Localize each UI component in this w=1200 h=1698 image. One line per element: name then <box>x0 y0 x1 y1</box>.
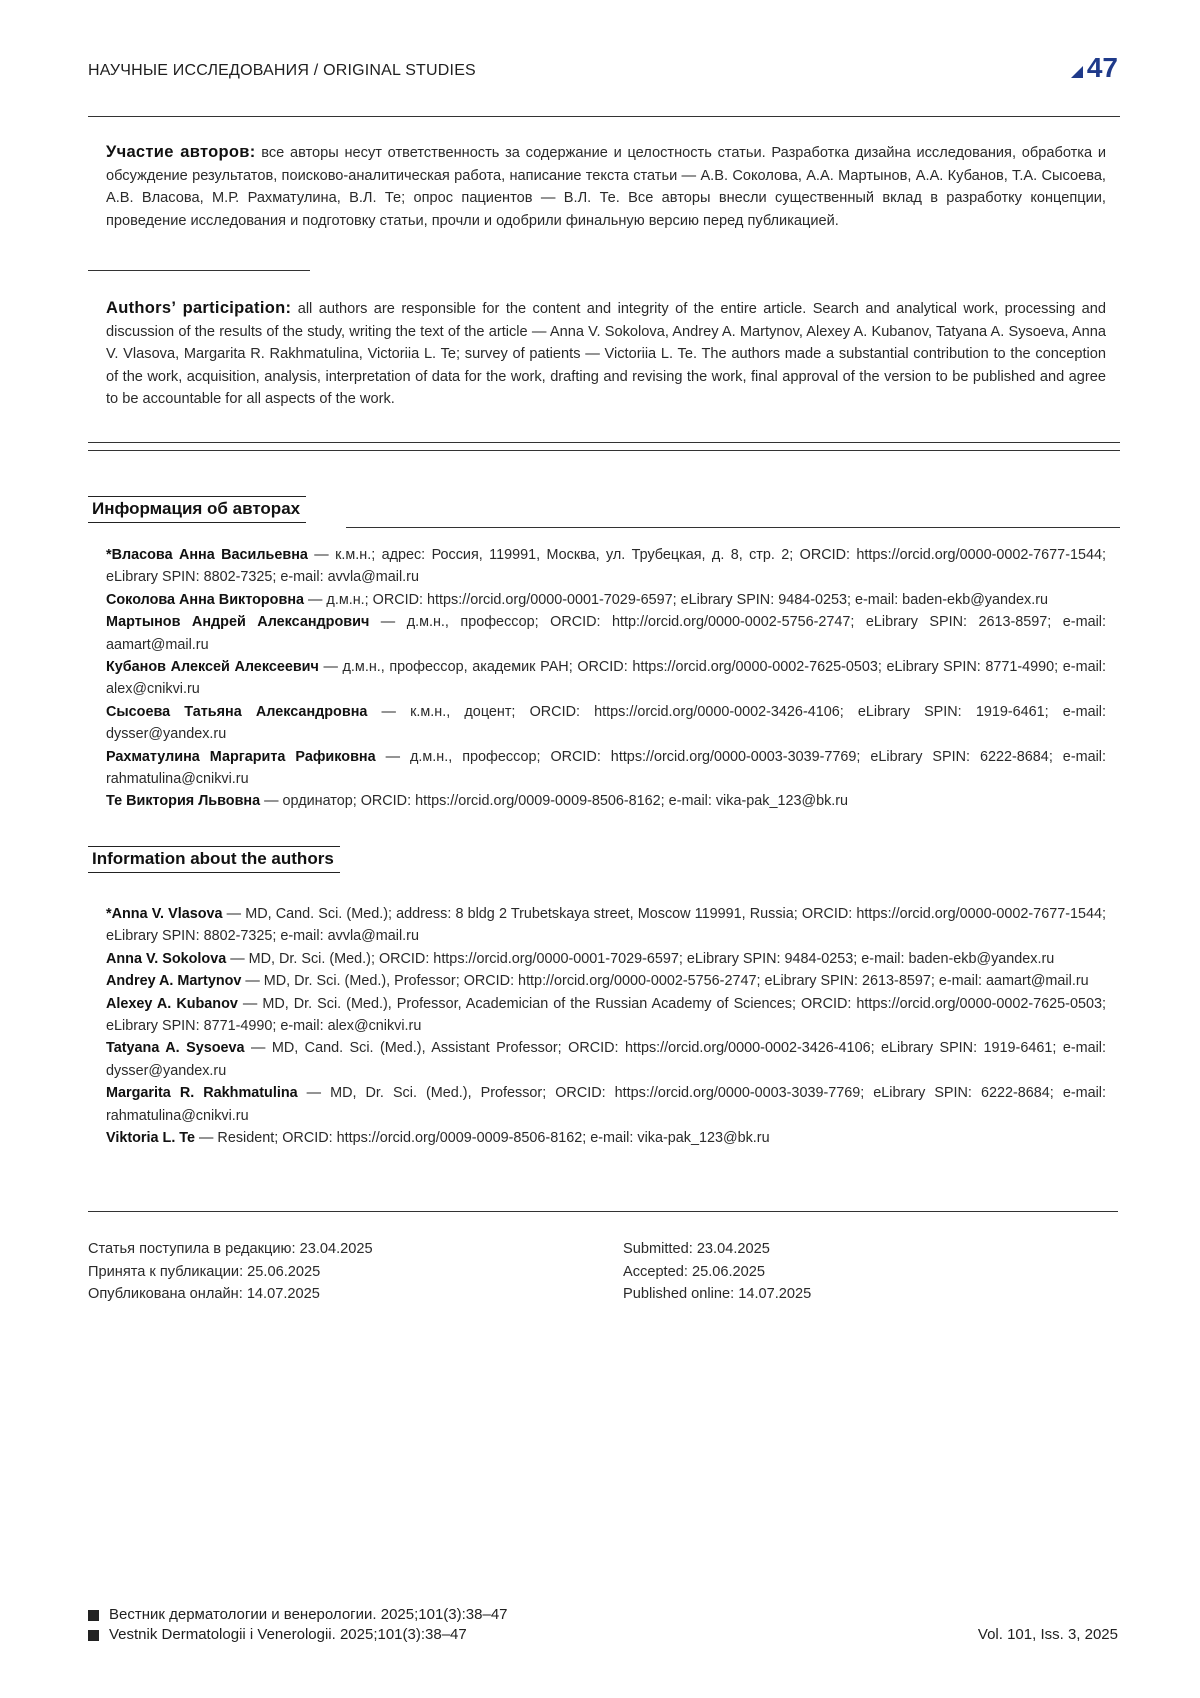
journal-ru: Вестник дерматологии и венерологии. 2025;101(3):38–47 <box>109 1606 508 1623</box>
author-name: Кубанов Алексей Алексеевич <box>106 659 319 676</box>
author-entry <box>106 970 1106 992</box>
double-rule-bottom <box>88 450 1120 451</box>
author-entry <box>106 903 1106 948</box>
authors-ru-list <box>106 544 1106 813</box>
author-entry <box>106 1082 1106 1127</box>
dates-en <box>623 1238 811 1306</box>
author-entry <box>106 746 1106 791</box>
author-entry <box>106 790 1106 812</box>
participation-ru-label: Участие авторов: <box>106 143 256 161</box>
author-details: — ординатор; ORCID: https://orcid.org/0009-0009-8506-8162; e-mail: vika-pak_123@bk.ru <box>260 793 849 810</box>
author-entry <box>106 1127 1106 1149</box>
square-bullet-icon <box>88 1610 99 1621</box>
page-number <box>1071 52 1118 84</box>
triangle-icon <box>1071 66 1083 78</box>
date-published-ru: Опубликована онлайн: 14.07.2025 <box>88 1286 320 1303</box>
footer-citation-en <box>88 1625 508 1645</box>
participation-en-text: all authors are responsible for the content and integrity of the entire article. Search and analytical work, processing and discussion of the results of the study, writing the text of the article — Anna V. Sokolova, Andrey A. Martynov, Alexey A. Kubanov, Tatyana A. Sysoeva, Anna V. Vlasova, Margarita R. Rakhmatulina, Victoriia L. Te; survey of patients — Victoriia L. Te. The authors made a substantial contribution to the conception of the work, acquisition, analysis, interpretation of data for the work, drafting and revising the work, final approval of the version to be published and agree to be accountable for all aspects of the work. <box>106 301 1107 407</box>
author-name: Сысоева Татьяна Александровна <box>106 703 368 720</box>
author-name: Мартынов Андрей Александрович <box>106 614 370 631</box>
author-details: — д.м.н., профессор; ORCID: https://orcid.org/0000-0003-3039-7769; eLibrary SPIN: 6222-8684; e-mail: rahmatulina@cnikvi.ru <box>106 748 1106 788</box>
dates-ru <box>88 1238 373 1306</box>
participation-en <box>106 297 1106 411</box>
journal-en: Vestnik Dermatologii i Venerologii. 2025;101(3):38–47 <box>109 1626 467 1643</box>
author-details: — к.м.н., доцент; ORCID: https://orcid.org/0000-0002-3426-4106; eLibrary SPIN: 1919-6461; e-mail: dysser@yandex.ru <box>106 703 1106 743</box>
authors-ru-heading-rule <box>346 527 1120 528</box>
authors-ru-heading: Информация об авторах <box>88 496 306 523</box>
date-accepted-ru: Принята к публикации: 25.06.2025 <box>88 1263 321 1280</box>
running-header: НАУЧНЫЕ ИССЛЕДОВАНИЯ / ORIGINAL STUDIES <box>88 62 476 79</box>
author-details: — к.м.н.; адрес: Россия, 119991, Москва, ул. Трубецкая, д. 8, стр. 2; ORCID: https://orcid.org/0000-0002-7677-1544; eLibrary SPIN: 8802-7325; e-mail: avvla@mail.ru <box>106 547 1106 586</box>
header-rule <box>88 116 1120 117</box>
author-name: Соколова Анна Викторовна <box>106 591 305 608</box>
author-details: — MD, Cand. Sci. (Med.), Assistant Professor; ORCID: https://orcid.org/0000-0002-3426-4106; eLibrary SPIN: 1919-6461; e-mail: dysser@yandex.ru <box>106 1040 1106 1079</box>
author-details: — MD, Dr. Sci. (Med.), Professor; ORCID: http://orcid.org/0000-0002-5756-2747; eLibrary SPIN: 2613-8597; e-mail: aamart@mail.ru <box>241 973 1089 990</box>
author-entry <box>106 701 1106 746</box>
author-details: — Resident; ORCID: https://orcid.org/0009-0009-8506-8162; e-mail: vika-pak_123@bk.ru <box>195 1130 770 1147</box>
date-submitted-en: Submitted: 23.04.2025 <box>623 1241 770 1257</box>
author-details: — MD, Dr. Sci. (Med.), Professor; ORCID: https://orcid.org/0000-0003-3039-7769; eLibrary SPIN: 6222-8684; e-mail: rahmatulina@cnikvi.ru <box>106 1085 1107 1124</box>
author-details: — MD, Dr. Sci. (Med.); ORCID: https://orcid.org/0000-0001-7029-6597; eLibrary SPIN: 9484-0253; e-mail: baden-ekb@yandex.ru <box>226 950 1055 967</box>
footer-citations <box>88 1605 508 1645</box>
author-details: — д.м.н., профессор; ORCID: http://orcid.org/0000-0002-5756-2747; eLibrary SPIN: 2613-8597; e-mail: aamart@mail.ru <box>106 614 1106 653</box>
author-details: — д.м.н., профессор, академик РАН; ORCID: https://orcid.org/0000-0002-7625-0503; eLibrary SPIN: 8771-4990; e-mail: alex@cnikvi.ru <box>106 659 1106 698</box>
participation-ru-text: все авторы несут ответственность за содержание и целостность статьи. Разработка дизайна исследования, обработка и обсуждение результатов, поисково-аналитическая работа, написание текста статьи — А.В. Соколова, А.А. Мартынов, А.А. Кубанов, Т.А. Сысоева, А.В. Власова, М.Р. Рахматулина, В.Л. Те; опрос пациентов — В.Л. Те. Все авторы внесли существенный вклад в разработку концепции, проведение исследования и подготовку статьи, прочли и одобрили финальную версию перед публикацией. <box>106 145 1106 229</box>
author-name: Andrey A. Martynov <box>106 973 242 990</box>
author-name: *Власова Анна Васильевна <box>106 547 308 563</box>
author-details: — MD, Dr. Sci. (Med.), Professor, Academician of the Russian Academy of Sciences; ORCID: https://orcid.org/0000-0002-7625-0503; eLibrary SPIN: 8771-4990; e-mail: alex@cnikvi.ru <box>106 995 1106 1035</box>
volume-info: Vol. 101, Iss. 3, 2025 <box>977 1626 1118 1643</box>
dates-rule <box>88 1211 1118 1212</box>
author-name: Те Виктория Львовна <box>106 793 261 810</box>
author-name: Margarita R. Rakhmatulina <box>106 1085 298 1102</box>
author-name: Tatyana A. Sysoeva <box>106 1040 245 1057</box>
footer-citation-ru <box>88 1605 508 1625</box>
author-name: Anna V. Sokolova <box>106 950 227 967</box>
author-entry <box>106 589 1106 611</box>
author-name: Viktoria L. Te <box>106 1130 196 1147</box>
author-name: Рахматулина Маргарита Рафиковна <box>106 748 376 765</box>
short-rule <box>88 270 310 271</box>
double-rule-top <box>88 442 1120 443</box>
author-name: *Anna V. Vlasova <box>106 906 223 922</box>
author-entry <box>106 656 1106 701</box>
author-details: — MD, Cand. Sci. (Med.); address: 8 bldg 2 Trubetskaya street, Moscow 119991, Russia; ORCID: https://orcid.org/0000-0002-7677-1544; eLibrary SPIN: 8802-7325; e-mail: avvla@mail.ru <box>106 906 1107 945</box>
participation-en-label: Authors’ participation: <box>106 299 292 317</box>
author-entry <box>106 993 1106 1038</box>
author-entry <box>106 544 1106 589</box>
author-entry <box>106 948 1106 970</box>
author-details: — д.м.н.; ORCID: https://orcid.org/0000-0001-7029-6597; eLibrary SPIN: 9484-0253; e-mail: baden-ekb@yandex.ru <box>304 591 1049 608</box>
page-number-text: 47 <box>1086 52 1118 83</box>
date-published-en: Published online: 14.07.2025 <box>623 1286 812 1303</box>
date-submitted-ru: Статья поступила в редакцию: 23.04.2025 <box>88 1241 373 1257</box>
authors-en-heading: Information about the authors <box>88 846 340 873</box>
author-entry <box>106 611 1106 656</box>
author-name: Alexey A. Kubanov <box>106 995 238 1012</box>
square-bullet-icon <box>88 1630 99 1641</box>
participation-ru <box>106 141 1106 232</box>
author-entry <box>106 1037 1106 1082</box>
date-accepted-en: Accepted: 25.06.2025 <box>623 1263 765 1280</box>
authors-en-list <box>106 903 1106 1149</box>
